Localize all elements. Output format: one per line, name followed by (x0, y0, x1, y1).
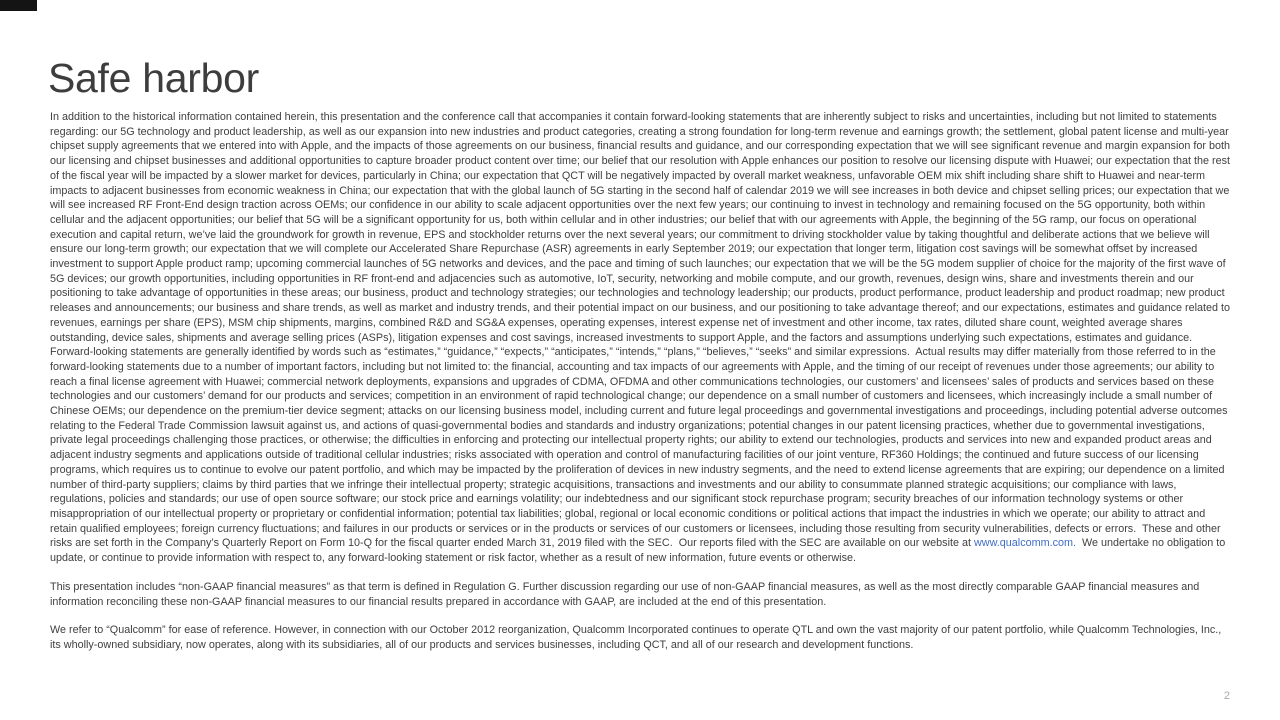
page-number: 2 (1223, 690, 1230, 702)
forward-looking-text-before-link: In addition to the historical information contained herein, this presentation and the conference call that accompanies it contain forward-looking statements that are inherently subject to risks and uncertainties, including but not limited to statements regarding: our 5G technology and product leadership, as well as our expansion into new industries and product categories, creating a strong foundation for long-term revenue and earnings growth; the settlement, global patent license and multi-year chipset supply agreements that we entered into with Apple, and the impacts of those agreements on our business, financial results and guidance, and our corresponding expectation that we will see significant revenue and margin expansion for both our licensing and chipset businesses and additional opportunities to capture broader product content over time; our belief that our resolution with Apple enhances our position to resolve our licensing dispute with Huawei; our expectation that the rest of the fiscal year will be impacted by a slower market for devices, particularly in China; our expectation that QCT will be negatively impacted by overall market weakness, unfavorable OEM mix shift including share shift to Huawei and near-term impacts to adjacent businesses from economic weakness in China; our expectation that with the global launch of 5G starting in the second half of calendar 2019 we will see increases in both device and chipset selling prices; our expectation that we will see increased RF Front-End design traction across OEMs; our confidence in our ability to scale adjacent opportunities over the next few years; our continuing to invest in technology and remaining focused on the 5G opportunity, both within cellular and the adjacent opportunities; our belief that 5G will be a significant opportunity for us, both within cellular and in other industries; our belief that with our agreements with Apple, the beginning of the 5G ramp, our focus on operational execution and capital return, we’ve laid the groundwork for growth in revenue, EPS and stockholder returns over the next several years; our commitment to driving stockholder value by taking thoughtful and deliberate actions that we believe will ensure our long-term growth; our expectation that we will complete our Accelerated Share Repurchase (ASR) agreements in early September 2019; our expectation that longer term, litigation cost savings will be somewhat offset by increased investment to support Apple product ramp; upcoming commercial launches of 5G networks and devices, and the pace and timing of such launches; our expectation that we will be the 5G modem supplier of choice for the majority of the first wave of 5G devices; our growth opportunities, including opportunities in RF front-end and adjacencies such as automotive, IoT, security, networking and mobile compute, and our growth, revenues, design wins, share and investments therein and our positioning to take advantage of opportunities in these areas; our business, product and technology strategies; our technologies and technology leadership; our products, product performance, product leadership and product roadmap; new product releases and announcements; our business and share trends, as well as market and industry trends, and their potential impact on our business, and our positioning to take advantage thereof; and our expectations, estimates and guidance related to revenues, earnings per share (EPS), MSM chip shipments, margins, combined R&D and SG&A expenses, operating expenses, interest expense net of investment and other income, tax rates, diluted share count, weighted average shares outstanding, device sales, shipments and average selling prices (ASPs), litigation expenses and cost savings, increased investments to support Apple, and the factors and assumptions underlying such expectations, estimates and guidance. Forward-looking statements are generally identified by words such as “estimates,” “guidance,” “expects,” “anticipates,” “intends,” “plans,” “believes,” “seeks” and similar expressions. Actual results may differ materially from those referred to in the forward-looking statements due to a number of important factors, including but not limited to: the financial, accounting and tax impacts of our agreements with Apple, and the timing of our receipt of revenues under those agreements; our ability to reach a final license agreement with Huawei; commercial network deployments, expansions and upgrades of CDMA, OFDMA and other communications technologies, our customers’ and licensees’ sales of products and services based on these technologies and our customers’ demand for our products and services; competition in an environment of rapid technological change; our dependence on a small number of customers and licensees, which increasingly include a small number of Chinese OEMs; our dependence on the premium-tier device segment; attacks on our licensing business model, including current and future legal proceedings and governmental investigations and proceedings, including potential adverse outcomes relating to the Federal Trade Commission lawsuit against us, and actions of quasi-governmental bodies and standards and industry organizations; potential changes in our patent licensing practices, whether due to governmental investigations, private legal proceedings challenging those practices, or otherwise; the difficulties in enforcing and protecting our intellectual property rights; our ability to extend our technologies, products and services into new and expanded product areas and adjacent industry segments and applications outside of traditional cellular industries; risks associated with operation and control of manufacturing facilities of our joint venture, RF360 Holdings; the continued and future success of our licensing programs, which requires us to continue to evolve our patent portfolio, and which may be impacted by the proliferation of devices in new industry segments, and the need to extend license agreements that are expiring; our dependence on a limited number of third-party suppliers; claims by third parties that we infringe their intellectual property; strategic acquisitions, transactions and investments and our ability to consummate planned strategic acquisitions; our compliance with laws, regulations, policies and standards; our use of open source software; our stock price and earnings volatility; our indebtedness and our significant stock repurchase program; security breaches of our information technology systems or other misappropriation of our intellectual property or proprietary or confidential information; potential tax liabilities; global, regional or local economic conditions or political actions that impact the industries in which we operate; our ability to attract and retain qualified employees; foreign currency fluctuations; and failures in our products or services or in the products or services of our customers or licensees, including those resulting from security vulnerabilities, defects or errors. These and other risks are set forth in the Company’s Quarterly Report on Form 10-Q for the fiscal quarter ended March 31, 2019 filed with the SEC. Our reports filed with the SEC are available on our website at (50, 111, 1233, 550)
corner-accent-bar (0, 0, 37, 11)
paragraph-forward-looking-statements (50, 110, 1232, 566)
safe-harbor-body-text (50, 110, 1232, 653)
qualcomm-website-link[interactable]: www.qualcomm.com. (973, 537, 1076, 550)
forward-looking-text-after-link: We undertake no obligation to update, or continue to provide information with respect to, any forward-looking statement or risk factor, whether as a result of new information, future events or otherwise. (50, 537, 1229, 565)
page-title: Safe harbor (48, 55, 259, 101)
paragraph-qualcomm-reference: We refer to “Qualcomm” for ease of reference. However, in connection with our October 2012 reorganization, Qualcomm Incorporated continues to operate QTL and own the vast majority of our patent portfolio, while Qualcomm Technologies, Inc., its wholly-owned subsidiary, now operates, along with its subsidiaries, all of our products and services businesses, including QCT, and all of our research and development functions. (50, 624, 1225, 651)
paragraph-non-gaap-measures: This presentation includes “non-GAAP financial measures” as that term is defined in Regulation G. Further discussion regarding our use of non-GAAP financial measures, as well as the most directly comparable GAAP financial measures and information reconciling these non-GAAP financial measures to our financial results prepared in accordance with GAAP, are included at the end of this presentation. (50, 580, 1203, 608)
